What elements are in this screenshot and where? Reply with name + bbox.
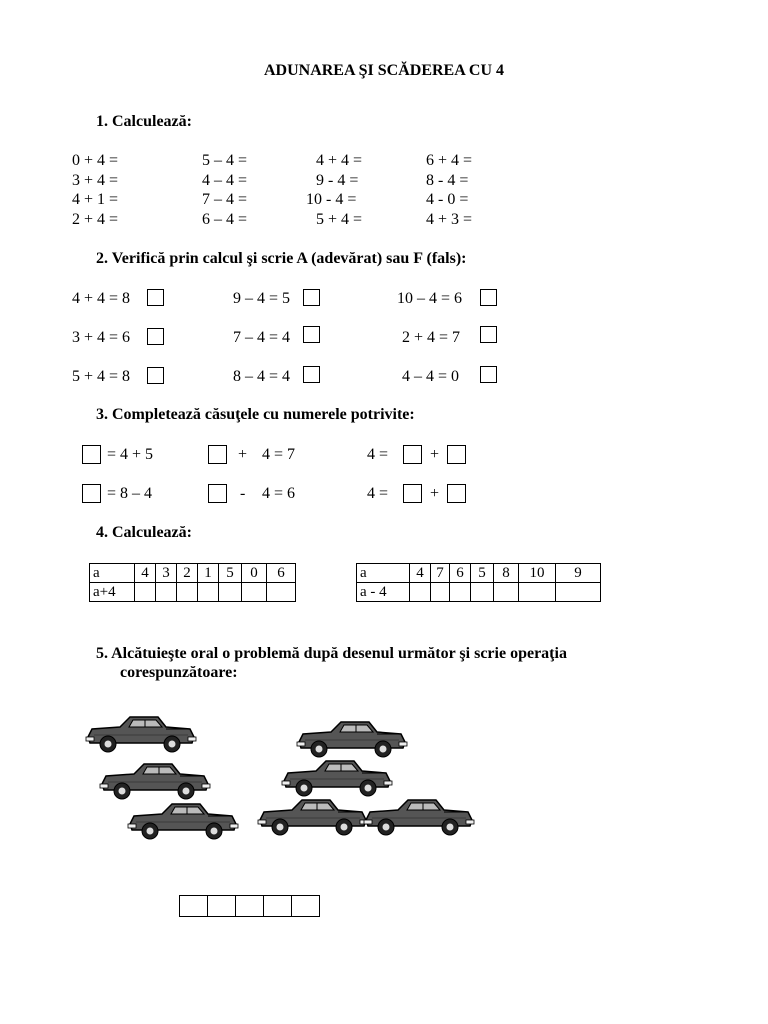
answer-box[interactable] xyxy=(147,328,164,345)
blank-box[interactable] xyxy=(208,484,227,503)
answer-cell[interactable] xyxy=(135,583,156,602)
statement: 9 – 4 = 5 xyxy=(233,290,291,307)
exercise-2-heading: 2. Verifică prin calcul şi scrie A (adevărat) sau F (fals): xyxy=(96,250,467,267)
answer-box[interactable] xyxy=(303,326,320,343)
exercise-3-heading: 3. Completează căsuţele cu numerele potrivite: xyxy=(96,406,415,423)
answer-box[interactable] xyxy=(480,366,497,383)
equation: 0 + 4 = xyxy=(72,152,119,169)
answer-cell[interactable] xyxy=(494,583,519,602)
answer-cell[interactable] xyxy=(198,583,219,602)
equation: 4 – 4 = xyxy=(202,172,248,189)
statement: 8 – 4 = 4 xyxy=(233,368,291,385)
answer-box[interactable] xyxy=(480,289,497,306)
table-cell: 4 xyxy=(410,564,431,583)
plus-sign: + xyxy=(430,485,440,502)
statement: 4 + 4 = 8 xyxy=(72,290,131,307)
answer-box[interactable] xyxy=(291,895,320,917)
answer-box[interactable] xyxy=(303,289,320,306)
answer-box[interactable] xyxy=(147,367,164,384)
equation: = 4 + 5 xyxy=(107,446,154,463)
equation: 5 + 4 = xyxy=(316,211,363,228)
blank-box[interactable] xyxy=(82,445,101,464)
answer-cell[interactable] xyxy=(471,583,494,602)
equation: 6 + 4 = xyxy=(426,152,473,169)
answer-cell[interactable] xyxy=(519,583,556,602)
blank-box[interactable] xyxy=(82,484,101,503)
equation: 4 = xyxy=(367,446,389,463)
answer-cell[interactable] xyxy=(556,583,601,602)
equation: 3 + 4 = xyxy=(72,172,119,189)
equation: 6 – 4 = xyxy=(202,211,248,228)
blank-box[interactable] xyxy=(403,445,422,464)
car-icon xyxy=(86,717,196,752)
car-icon xyxy=(100,764,210,799)
table-cell: 6 xyxy=(450,564,471,583)
minus-sign: - xyxy=(240,485,246,502)
answer-cell[interactable] xyxy=(242,583,267,602)
equation: 2 + 4 = xyxy=(72,211,119,228)
equation: 4 - 0 = xyxy=(426,191,469,208)
cars-illustration xyxy=(0,705,768,885)
exercise-5-heading: 5. Alcătuieşte oral o problemă după desenul următor şi scrie operaţia xyxy=(96,645,567,662)
car-icon xyxy=(297,722,407,757)
blank-box[interactable] xyxy=(403,484,422,503)
statement: 5 + 4 = 8 xyxy=(72,368,131,385)
answer-box[interactable] xyxy=(303,366,320,383)
answer-cell[interactable] xyxy=(410,583,431,602)
equation: 4 = xyxy=(367,485,389,502)
answer-box[interactable] xyxy=(207,895,236,917)
page-title: ADUNAREA ŞI SCĂDEREA CU 4 xyxy=(263,62,505,79)
equation: 8 - 4 = xyxy=(426,172,469,189)
statement: 10 – 4 = 6 xyxy=(397,290,463,307)
exercise-4-heading: 4. Calculează: xyxy=(96,524,192,541)
plus-sign: + xyxy=(238,446,248,463)
car-icon xyxy=(128,804,238,839)
answer-cell[interactable] xyxy=(219,583,242,602)
table-cell: 5 xyxy=(219,564,242,583)
car-icon xyxy=(258,800,368,835)
plus-sign: + xyxy=(430,446,440,463)
answer-box[interactable] xyxy=(480,326,497,343)
operation-answer-boxes xyxy=(180,895,320,917)
table-header-cell: a+4 xyxy=(90,583,135,602)
table-cell: 6 xyxy=(267,564,296,583)
table-cell: 9 xyxy=(556,564,601,583)
answer-box[interactable] xyxy=(235,895,264,917)
table-header-cell: a xyxy=(90,564,135,583)
car-icon xyxy=(282,761,392,796)
answer-box[interactable] xyxy=(179,895,208,917)
answer-cell[interactable] xyxy=(177,583,198,602)
table-cell: 2 xyxy=(177,564,198,583)
equation: = 8 – 4 xyxy=(107,485,153,502)
statement: 7 – 4 = 4 xyxy=(233,329,291,346)
table-cell: 0 xyxy=(242,564,267,583)
equation: 4 + 4 = xyxy=(316,152,363,169)
equation: 10 - 4 = xyxy=(306,191,357,208)
statement: 4 – 4 = 0 xyxy=(402,368,460,385)
answer-cell[interactable] xyxy=(267,583,296,602)
blank-box[interactable] xyxy=(447,484,466,503)
table-cell: 3 xyxy=(156,564,177,583)
equation: 4 + 1 = xyxy=(72,191,119,208)
subtraction-table xyxy=(356,563,601,602)
table-cell: 10 xyxy=(519,564,556,583)
equation: 5 – 4 = xyxy=(202,152,248,169)
table-header-cell: a xyxy=(357,564,410,583)
exercise-1-heading: 1. Calculează: xyxy=(96,113,192,130)
statement: 3 + 4 = 6 xyxy=(72,329,131,346)
equation: 7 – 4 = xyxy=(202,191,248,208)
table-header-cell: a - 4 xyxy=(357,583,410,602)
table-cell: 7 xyxy=(431,564,450,583)
equation: 4 = 7 xyxy=(262,446,296,463)
blank-box[interactable] xyxy=(208,445,227,464)
exercise-5-heading-continued: corespunzătoare: xyxy=(120,664,238,681)
answer-cell[interactable] xyxy=(431,583,450,602)
answer-box[interactable] xyxy=(147,289,164,306)
equation: 4 + 3 = xyxy=(426,211,473,228)
blank-box[interactable] xyxy=(447,445,466,464)
table-cell: 5 xyxy=(471,564,494,583)
addition-table xyxy=(89,563,296,602)
equation: 4 = 6 xyxy=(262,485,296,502)
answer-cell[interactable] xyxy=(450,583,471,602)
answer-box[interactable] xyxy=(263,895,292,917)
table-cell: 8 xyxy=(494,564,519,583)
table-cell: 4 xyxy=(135,564,156,583)
answer-cell[interactable] xyxy=(156,583,177,602)
car-icon xyxy=(364,800,474,835)
table-cell: 1 xyxy=(198,564,219,583)
statement: 2 + 4 = 7 xyxy=(402,329,461,346)
equation: 9 - 4 = xyxy=(316,172,359,189)
